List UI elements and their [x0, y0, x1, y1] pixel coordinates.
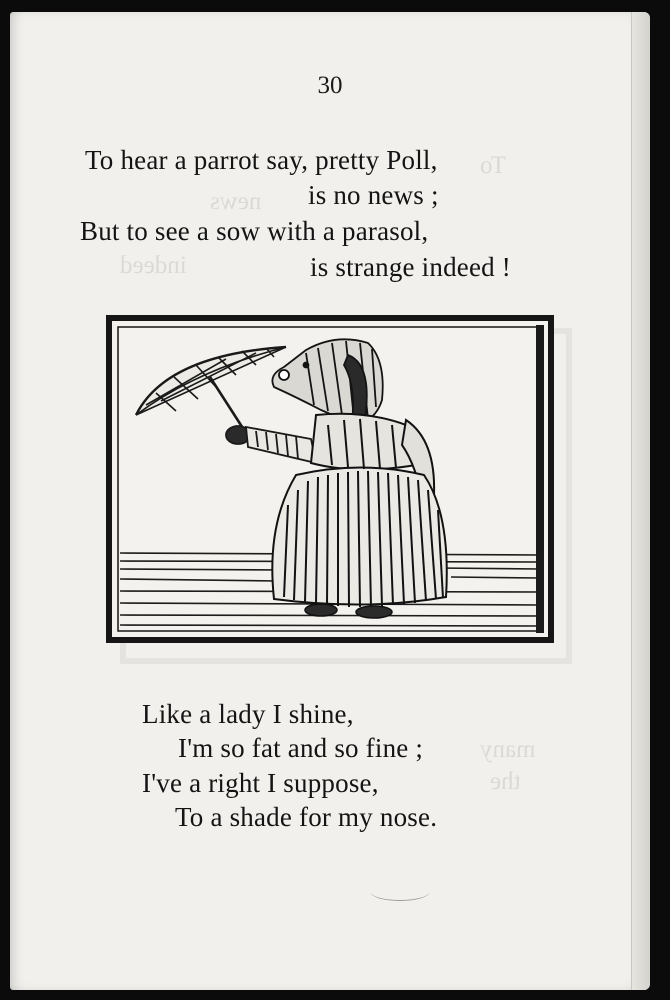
show-through-text: many	[480, 736, 536, 763]
verse-top-line-4: is strange indeed !	[310, 252, 511, 282]
verse-bottom-line-3: I've a right I suppose,	[142, 768, 379, 798]
next-page-edge	[631, 12, 650, 990]
show-through-text: news	[210, 188, 262, 215]
verse-bottom-line-4: To a shade for my nose.	[175, 802, 438, 832]
paper-mark	[370, 882, 430, 901]
show-through-text: To	[480, 152, 507, 179]
verse-top-line-2: is no news ;	[308, 180, 439, 210]
book-page	[10, 12, 650, 990]
page-number: 30	[317, 72, 343, 99]
verse-bottom-line-1: Like a lady I shine,	[142, 699, 354, 729]
verse-top-line-3: But to see a sow with a parasol,	[80, 216, 429, 246]
woodcut-illustration	[106, 315, 554, 643]
verse-bottom-line-2: I'm so fat and so fine ;	[178, 733, 424, 763]
verse-top-line-1: To hear a parrot say, pretty Poll,	[85, 145, 438, 175]
show-through-text: indeed	[120, 252, 187, 279]
show-through-text: the	[490, 768, 521, 795]
